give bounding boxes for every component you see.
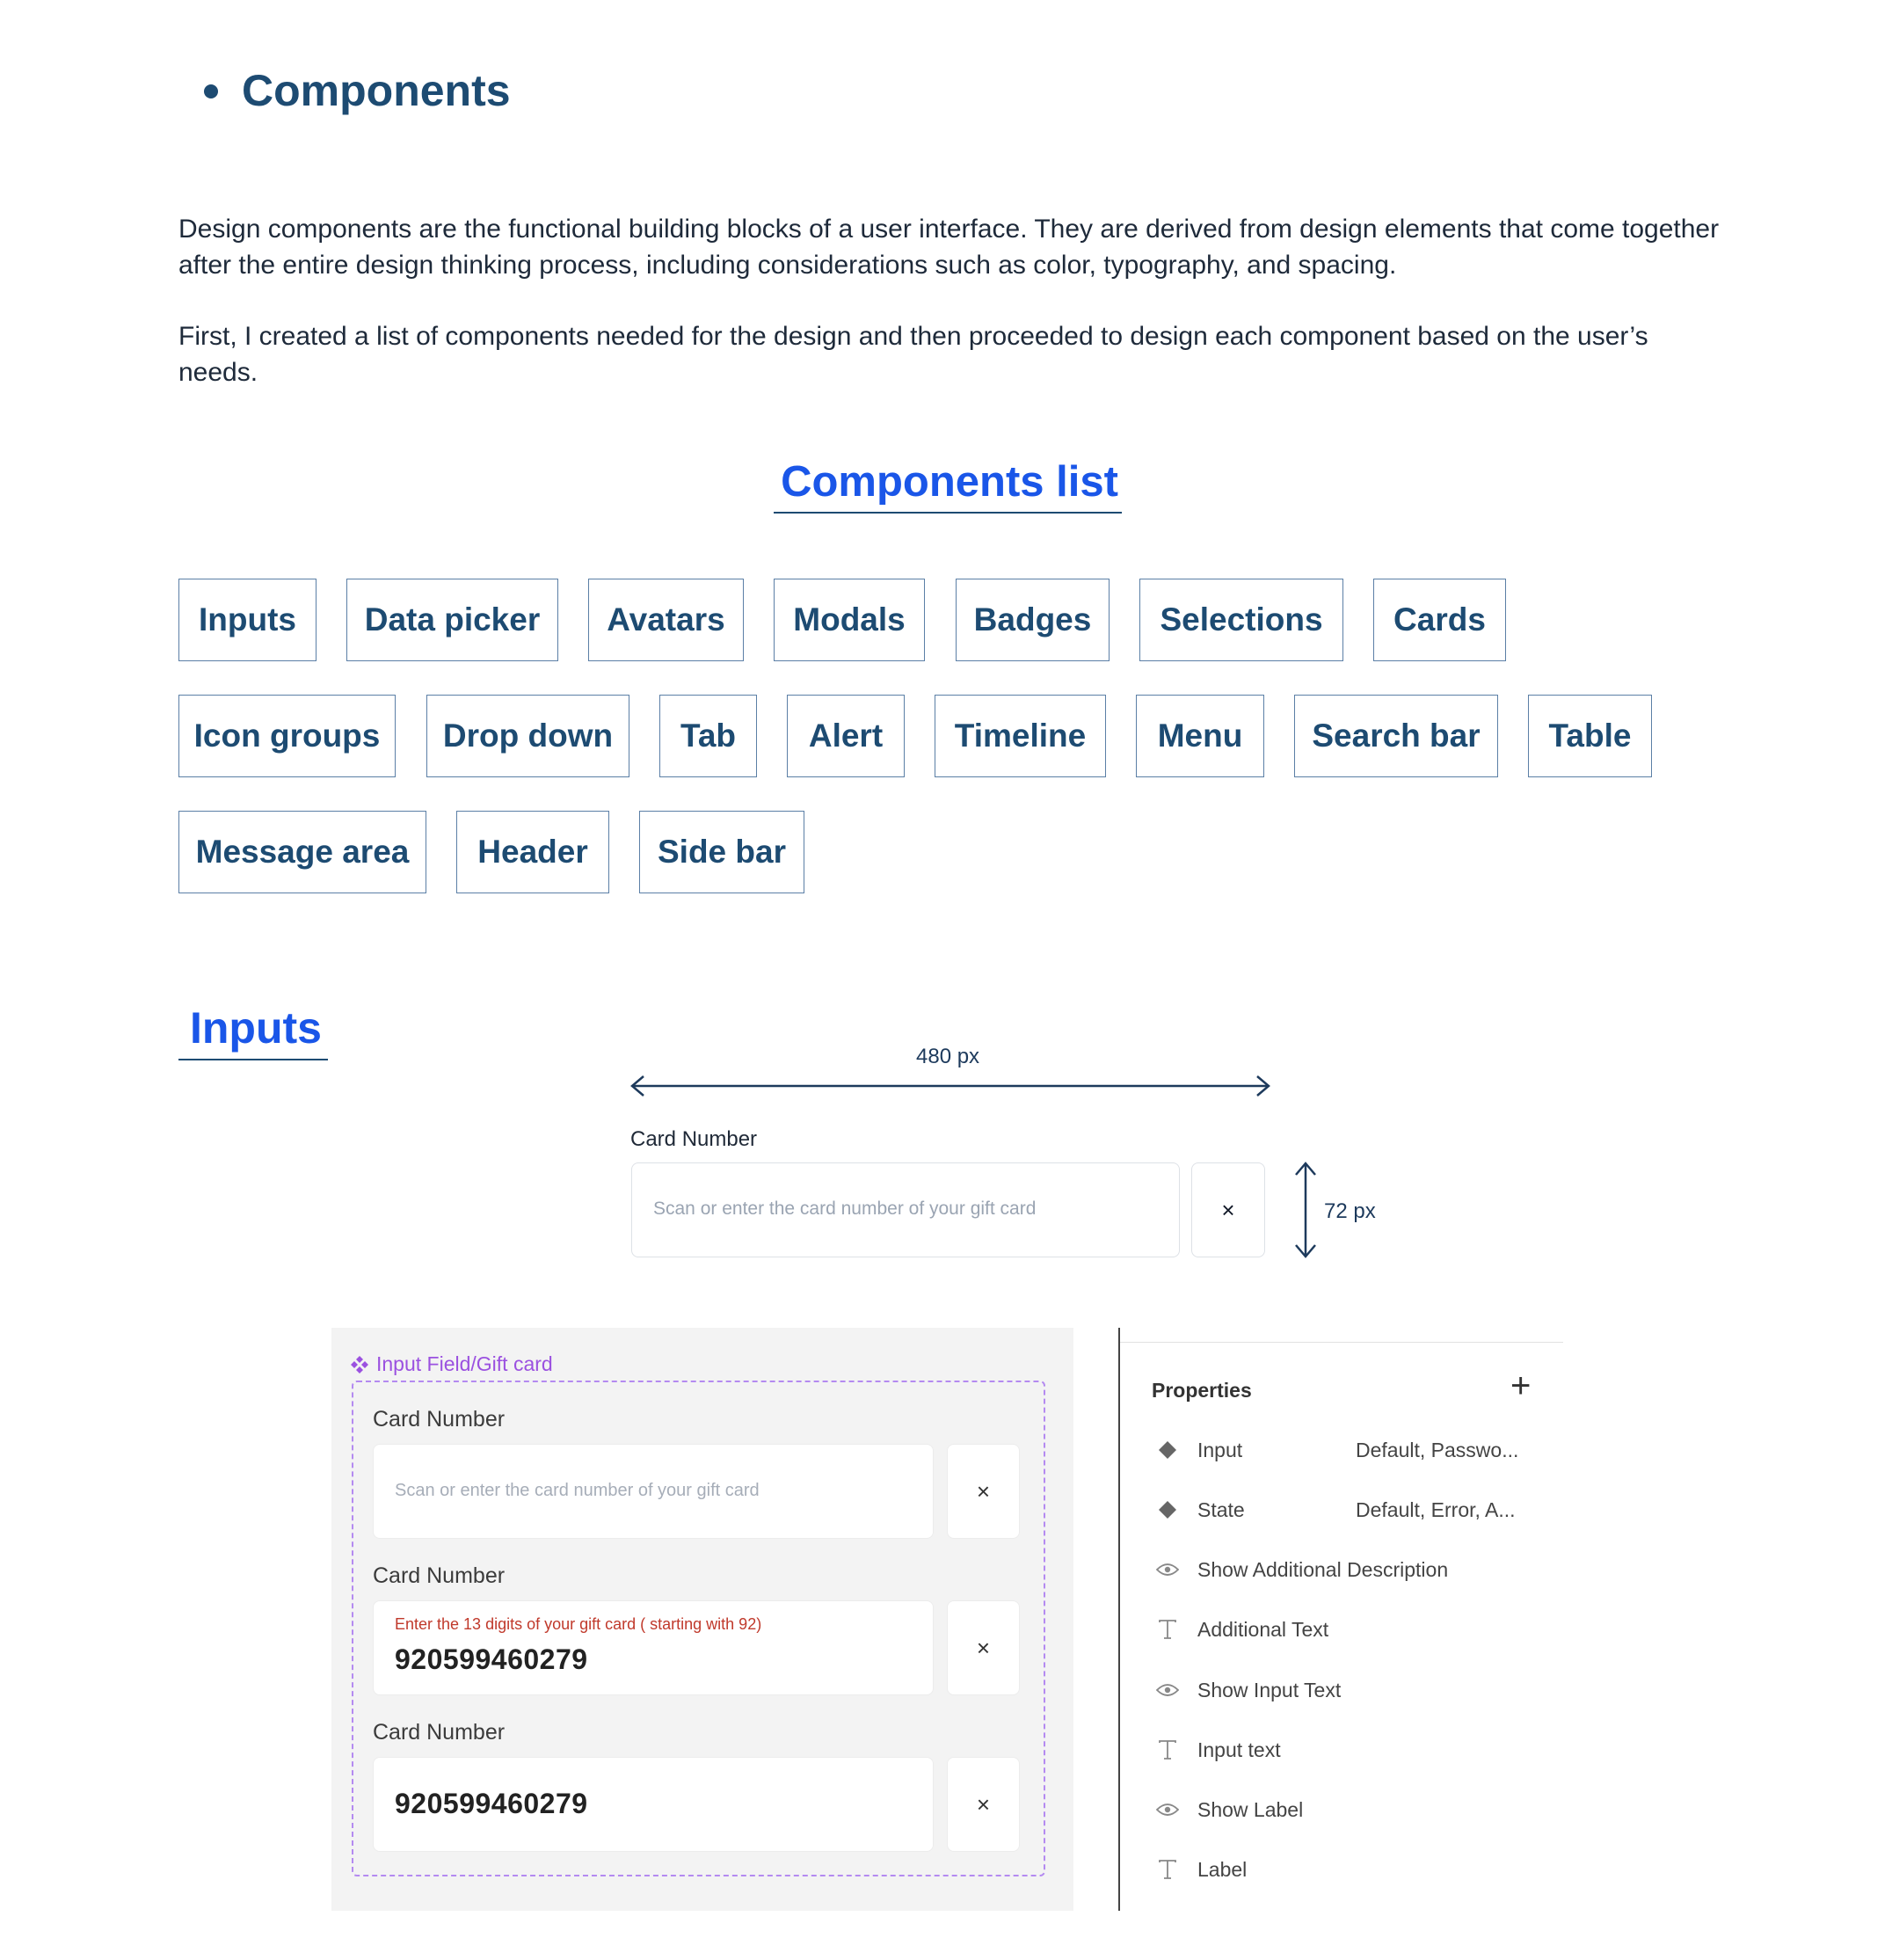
height-arrow bbox=[1292, 1161, 1319, 1259]
process-paragraph: First, I created a list of components needed for the design and then proceeded to design each component based on the user’s needs. bbox=[178, 322, 1648, 387]
component-chip-inputs[interactable]: Inputs bbox=[178, 579, 316, 661]
bullet-point bbox=[204, 84, 218, 98]
component-chip-badges[interactable]: Badges bbox=[956, 579, 1110, 661]
component-chip-alert[interactable]: Alert bbox=[787, 695, 905, 777]
property-name[interactable]: State bbox=[1197, 1498, 1245, 1521]
component-chip-modals[interactable]: Modals bbox=[774, 579, 925, 661]
component-chip-selections[interactable]: Selections bbox=[1139, 579, 1343, 661]
section-title: Components bbox=[242, 66, 511, 115]
property-name[interactable]: Label bbox=[1197, 1858, 1248, 1881]
field-label: Card Number bbox=[373, 1407, 506, 1432]
component-chip-drop-down[interactable]: Drop down bbox=[426, 695, 629, 777]
card-number-label: Card Number bbox=[630, 1127, 758, 1151]
eye-icon[interactable] bbox=[1156, 1798, 1179, 1821]
height-measure-label: 72 px bbox=[1324, 1199, 1376, 1223]
component-chip-cards[interactable]: Cards bbox=[1373, 579, 1506, 661]
input-placeholder: Scan or enter the card number of your gift card bbox=[653, 1199, 1037, 1219]
property-name[interactable]: Show Label bbox=[1197, 1798, 1304, 1821]
default-input-field[interactable] bbox=[373, 1444, 934, 1539]
error-input-field[interactable] bbox=[373, 1600, 934, 1695]
input-value: 920599460279 bbox=[395, 1643, 588, 1675]
clear-button[interactable]: × bbox=[947, 1444, 1020, 1539]
component-chip-tab[interactable]: Tab bbox=[659, 695, 757, 777]
component-chip-side-bar[interactable]: Side bar bbox=[639, 811, 804, 893]
diamond-icon bbox=[1156, 1498, 1179, 1521]
diamond-icon bbox=[1156, 1439, 1179, 1461]
clear-button[interactable]: × bbox=[947, 1757, 1020, 1852]
properties-title: Properties bbox=[1152, 1379, 1252, 1402]
clear-button[interactable]: × bbox=[947, 1600, 1020, 1695]
property-name[interactable]: Additional Text bbox=[1197, 1618, 1329, 1641]
component-chip-table[interactable]: Table bbox=[1528, 695, 1652, 777]
text-icon bbox=[1156, 1858, 1179, 1881]
property-value[interactable]: Default, Passwo... bbox=[1356, 1439, 1519, 1461]
component-chip-avatars[interactable]: Avatars bbox=[588, 579, 744, 661]
component-chip-timeline[interactable]: Timeline bbox=[935, 695, 1106, 777]
add-property-button[interactable]: + bbox=[1510, 1366, 1532, 1405]
width-arrow bbox=[629, 1073, 1271, 1099]
field-placeholder: Scan or enter the card number of your gift card bbox=[395, 1481, 760, 1500]
clear-button[interactable]: × bbox=[1191, 1162, 1265, 1257]
width-measure-label: 480 px bbox=[916, 1045, 980, 1068]
component-chip-message-area[interactable]: Message area bbox=[178, 811, 426, 893]
filled-input-field[interactable] bbox=[373, 1757, 934, 1852]
property-name[interactable]: Show Additional Description bbox=[1197, 1558, 1449, 1581]
component-chip-header[interactable]: Header bbox=[456, 811, 609, 893]
property-name[interactable]: Show Input Text bbox=[1197, 1679, 1342, 1701]
variant-name: Input Field/Gift card bbox=[376, 1352, 553, 1375]
component-chip-menu[interactable]: Menu bbox=[1136, 695, 1264, 777]
property-value[interactable]: Default, Error, A... bbox=[1356, 1498, 1516, 1521]
property-name[interactable]: Input bbox=[1197, 1439, 1243, 1461]
eye-icon[interactable] bbox=[1156, 1679, 1179, 1701]
panel-top-border bbox=[1120, 1342, 1563, 1343]
field-label: Card Number bbox=[373, 1720, 506, 1745]
text-icon bbox=[1156, 1738, 1179, 1761]
error-message: Enter the 13 digits of your gift card ( starting with 92) bbox=[395, 1615, 762, 1633]
card-number-input[interactable] bbox=[631, 1162, 1180, 1257]
title-underline bbox=[774, 512, 1122, 514]
field-label: Card Number bbox=[373, 1563, 506, 1588]
inputs-title: Inputs bbox=[190, 1003, 322, 1053]
eye-icon[interactable] bbox=[1156, 1558, 1179, 1581]
component-chip-search-bar[interactable]: Search bar bbox=[1294, 695, 1498, 777]
text-icon bbox=[1156, 1618, 1179, 1641]
property-name[interactable]: Input text bbox=[1197, 1738, 1281, 1761]
component-chip-icon-groups[interactable]: Icon groups bbox=[178, 695, 396, 777]
component-chip-data-picker[interactable]: Data picker bbox=[346, 579, 558, 661]
panel-divider bbox=[1118, 1328, 1120, 1911]
inputs-underline bbox=[178, 1059, 328, 1060]
intro-paragraph: Design components are the functional building blocks of a user interface. They are derived from design elements that come together after the entire design thinking process, including considerations such as color, typography, and spacing. bbox=[178, 215, 1720, 280]
components-list-title: Components list bbox=[781, 458, 1118, 506]
component-icon bbox=[350, 1355, 369, 1374]
input-value: 920599460279 bbox=[395, 1788, 588, 1819]
